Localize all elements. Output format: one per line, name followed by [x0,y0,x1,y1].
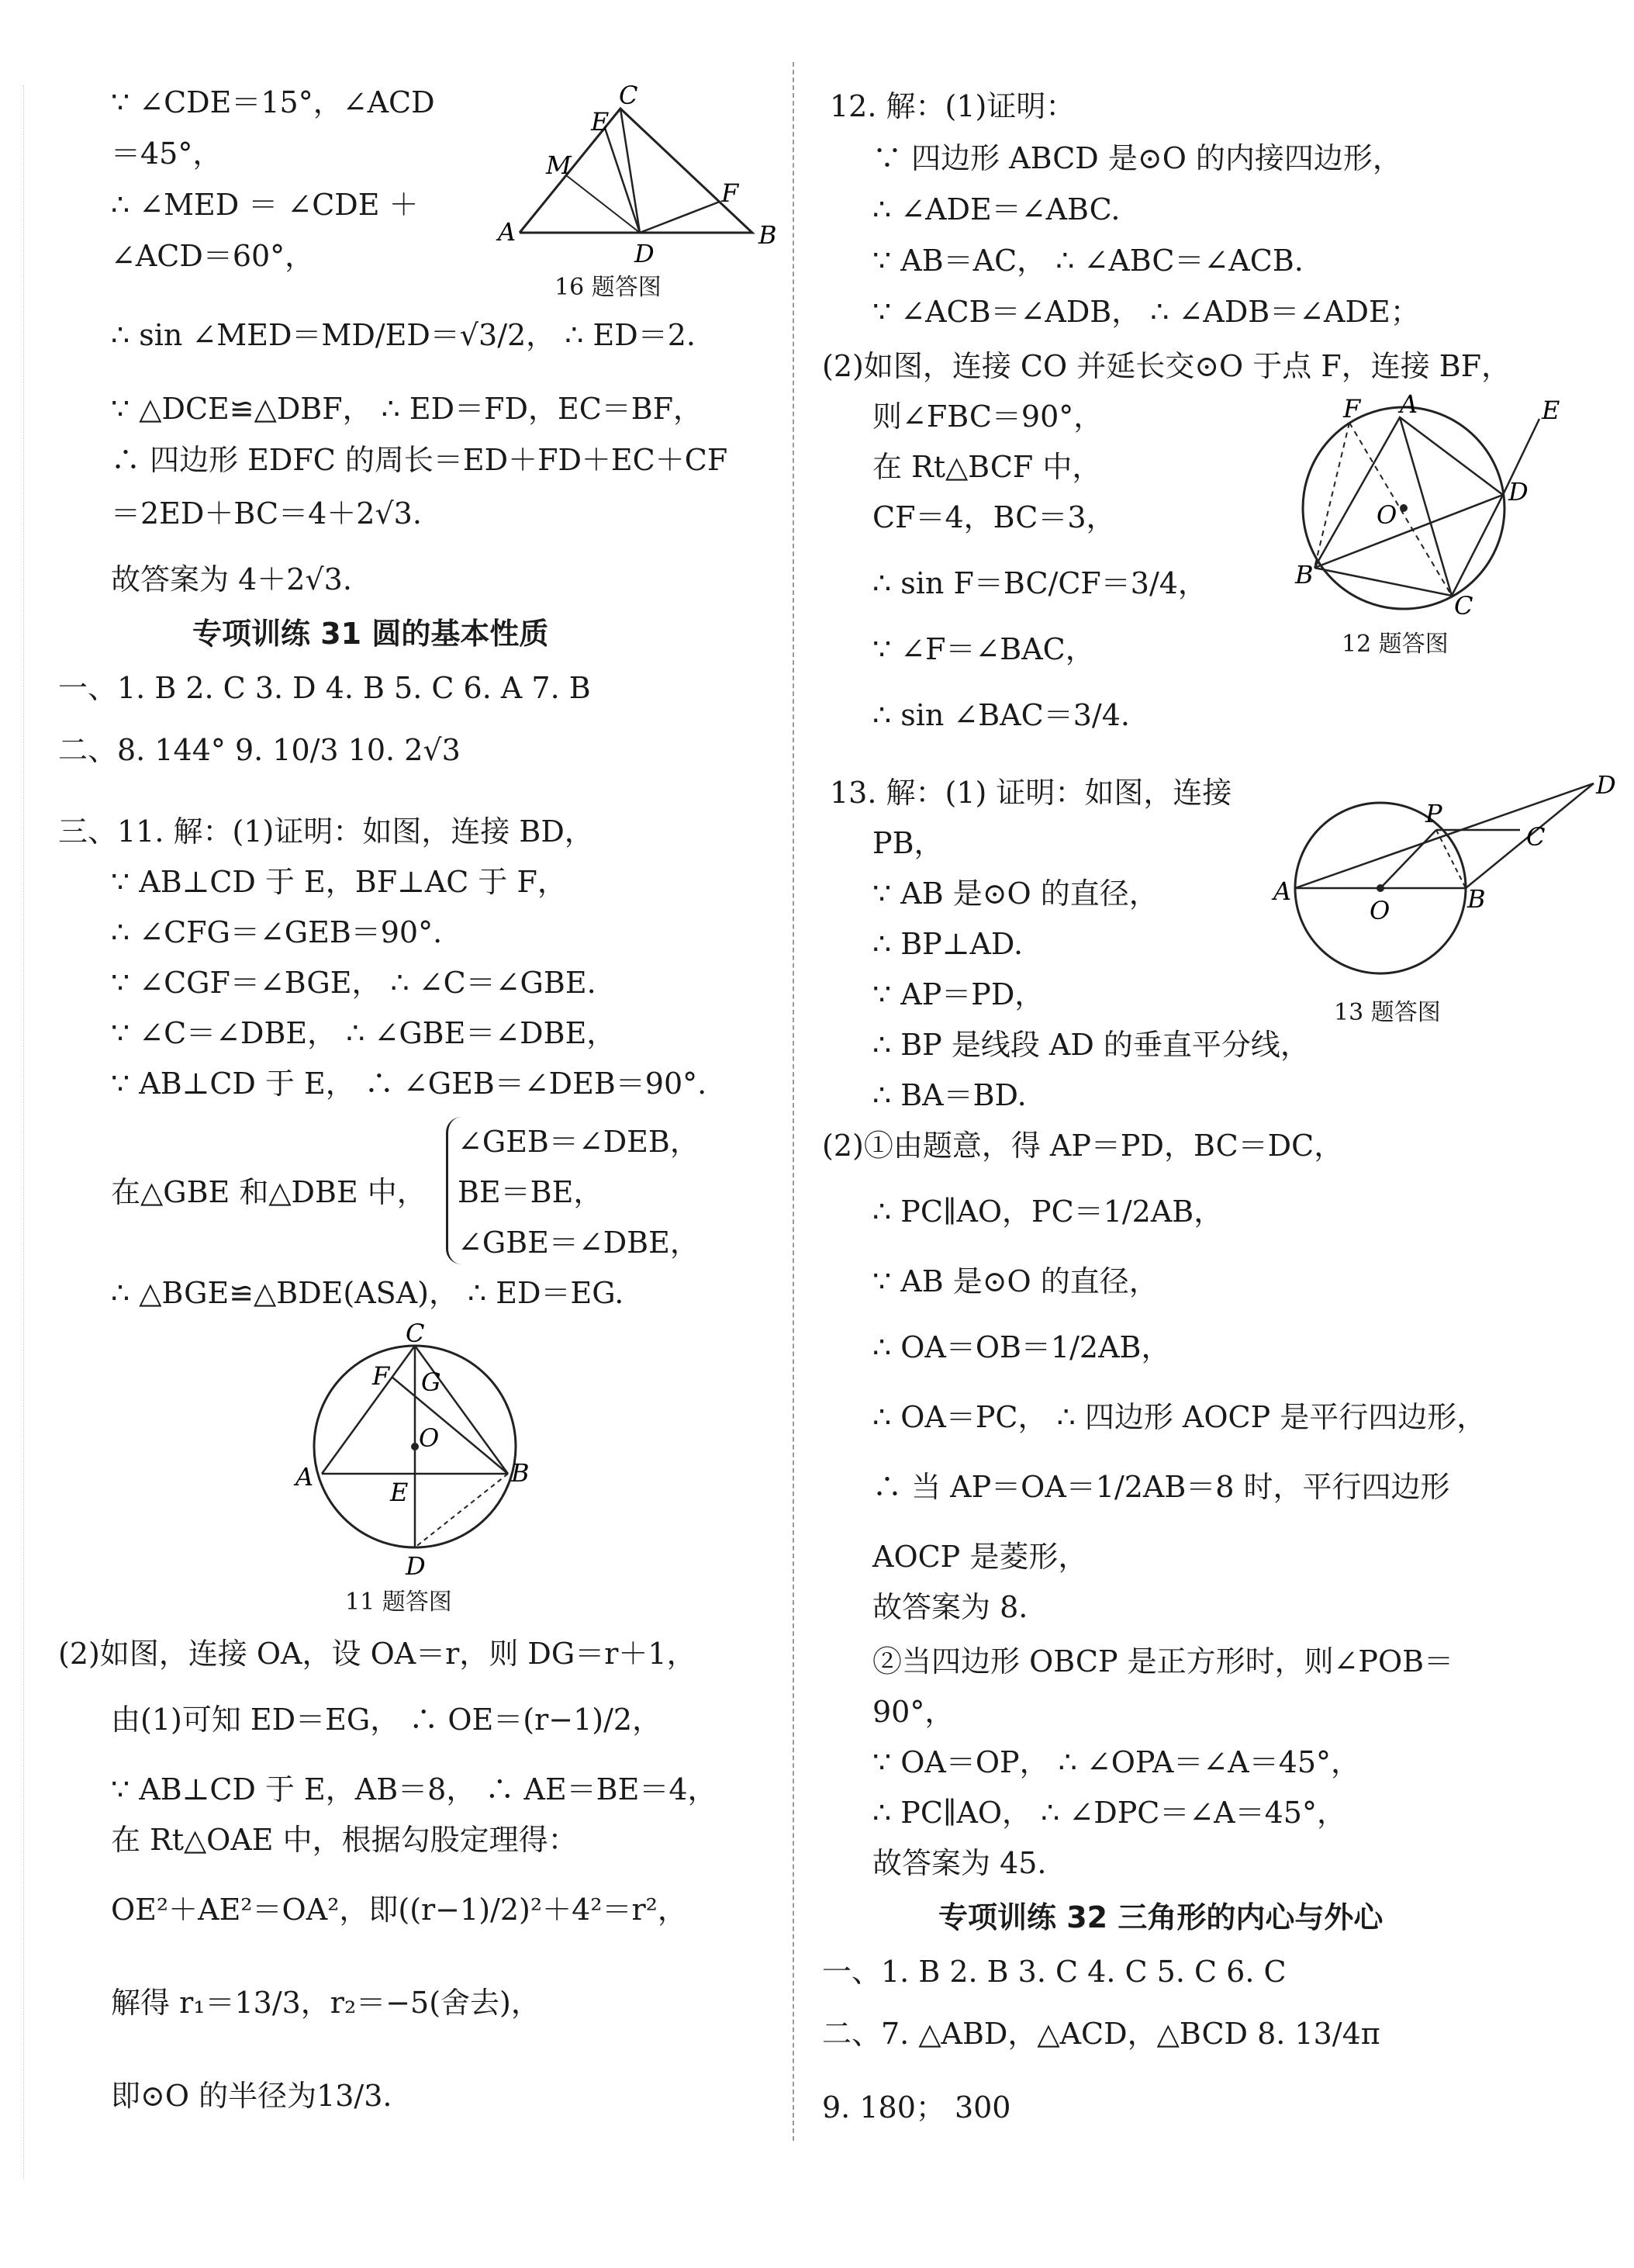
fig16-label: M [546,150,572,180]
text-line: ∵ ∠ACB＝∠ADB， ∴ ∠ADB＝∠ADE； [872,295,1420,329]
text-line: AOCP 是菱形， [872,1540,1088,1574]
fig13-label: C [1526,822,1546,852]
text-line: 三、11. 解：(1)证明：如图，连接 BD， [58,814,594,849]
section-title: 专项训练 32 三角形的内心与外心 [938,1900,1384,1934]
text-line: 故答案为 8. [872,1590,1028,1624]
text-line: ∴ PC∥AO， ∴ ∠DPC＝∠A＝45°， [872,1796,1346,1830]
figure-13 [1264,770,1616,981]
text-line: ∵ ∠C＝∠DBE， ∴ ∠GBE＝∠DBE， [111,1016,617,1050]
fig12-label: C [1454,591,1473,621]
text-line: ∠ACD＝60°， [111,239,315,273]
text-line: ∴ ∠CFG＝∠GEB＝90°. [111,915,443,949]
text-line: ∵ ∠F＝∠BAC， [872,632,1095,666]
text-line: ∴ ∠ADE＝∠ABC. [872,192,1121,226]
fig16-label: C [619,81,638,110]
fig11-label: D [406,1551,426,1581]
figure-16 [496,81,777,268]
fig16-label: D [634,239,655,268]
text-line: ∵ AP＝PD， [872,977,1045,1011]
text-line: ∵ AB⊥CD 于 E，AB＝8， ∴ AE＝BE＝4， [111,1772,717,1806]
text-line: 故答案为 45. [872,1846,1047,1880]
text-line: 13. 解：(1) 证明：如图，连接 [830,776,1232,810]
text-line: BE＝BE， [458,1175,603,1209]
text-line: 解得 r₁＝13/3，r₂＝−5(舍去)， [111,1986,541,2020]
text-line: ∵ 四边形 ABCD 是⊙O 的内接四边形， [872,141,1402,175]
fig12-label: E [1542,396,1560,425]
fig16-label: F [721,178,739,208]
margin-line [23,85,24,2180]
text-line: ∴ BA＝BD. [872,1078,1027,1112]
text-line: ∵ ∠CDE＝15°，∠ACD [111,85,435,119]
text-line: 90°， [872,1695,955,1729]
figure-caption: 12 题答图 [1342,631,1449,658]
section-title: 专项训练 31 圆的基本性质 [192,617,549,651]
text-line: ∴ ∠MED ＝ ∠CDE ＋ [111,188,419,222]
text-line: ∵ AB 是⊙O 的直径， [872,1264,1159,1298]
fig16-label: B [758,220,777,250]
text-line: CF＝4，BC＝3， [872,500,1116,534]
column-divider [793,62,794,2141]
fig11-label: C [406,1319,425,1348]
text-line: ②当四边形 OBCP 是正方形时，则∠POB＝ [872,1644,1454,1679]
text-line: ∵ AB 是⊙O 的直径， [872,876,1159,911]
text-line: (2)①由题意，得 AP＝PD，BC＝DC， [822,1129,1344,1163]
answer-line: 二、8. 144° 9. 10/3 10. 2√3 [58,733,461,767]
text-line: ∴ OA＝PC， ∴ 四边形 AOCP 是平行四边形， [872,1400,1487,1434]
text-line: ＝2ED＋BC＝4＋2√3. [111,496,422,531]
answer-line: 9. 180； 300 [822,2090,1011,2125]
text-line: ∵ ∠CGF＝∠BGE， ∴ ∠C＝∠GBE. [111,966,596,1000]
fig11-label: G [421,1367,441,1397]
fig13-label: D [1596,770,1616,800]
text-line: ∴ sin ∠MED＝MD/ED＝√3/2， ∴ ED＝2. [111,318,696,352]
figure-11 [291,1319,539,1581]
text-line: ∵ AB⊥CD 于 E，BF⊥AC 于 F， [111,865,567,899]
text-line: ∵ △DCE≌△DBF， ∴ ED＝FD，EC＝BF， [111,392,703,426]
text-line: ∴ 四边形 EDFC 的周长＝ED＋FD＋EC＋CF [111,443,728,477]
text-line: (2)如图，连接 CO 并延长交⊙O 于点 F，连接 BF， [822,349,1511,383]
figure-caption: 11 题答图 [345,1589,452,1616]
fig13-label: B [1467,884,1486,914]
text-line: ∴ △BGE≌△BDE(ASA)， ∴ ED＝EG. [111,1276,624,1310]
answer-line: 一、1. B 2. B 3. C 4. C 5. C 6. C [822,1955,1287,1989]
fig13-label: P [1425,799,1442,828]
fig16-label: A [498,217,516,247]
text-line: 由(1)可知 ED＝EG， ∴ OE＝(r−1)/2， [111,1703,662,1737]
text-line: 12. 解：(1)证明： [830,89,1076,123]
figure-caption: 13 题答图 [1334,999,1441,1026]
text-line: 即⊙O 的半径为13/3. [111,2079,392,2113]
answer-line: 二、7. △ABD，△ACD，△BCD 8. 13/4π [822,2017,1380,2051]
text-line: (2)如图，连接 OA，设 OA＝r，则 DG＝r＋1， [58,1637,696,1671]
text-line: ∴ sin F＝BC/CF＝3/4， [872,566,1207,600]
fig11-label: B [511,1458,530,1488]
fig13-label: A [1273,876,1292,906]
fig12-label: A [1400,389,1418,419]
text-line: 在 Rt△OAE 中，根据勾股定理得： [111,1823,578,1857]
text-line: ∵ AB⊥CD 于 E， ∴ ∠GEB＝∠DEB＝90°. [111,1067,707,1101]
text-line: 在△GBE 和△DBE 中， [111,1175,427,1209]
text-line: 故答案为 4＋2√3. [111,562,352,596]
text-line: ＝45°， [111,137,223,171]
text-line: ∴ BP⊥AD. [872,927,1024,961]
fig11-label: A [295,1462,314,1492]
text-line: OE²＋AE²＝OA²，即((r−1)/2)²＋4²＝r²， [111,1893,687,1927]
answer-line: 一、1. B 2. C 3. D 4. B 5. C 6. A 7. B [58,671,591,705]
text-line: ∴ 当 AP＝OA＝1/2AB＝8 时，平行四边形 [872,1470,1450,1504]
fig13-label: O [1370,896,1390,925]
fig12-label: B [1295,560,1314,589]
text-line: ∴ PC∥AO，PC＝1/2AB， [872,1195,1224,1229]
text-line: 则∠FBC＝90°， [872,399,1104,434]
text-line: ∵ OA＝OP， ∴ ∠OPA＝∠A＝45°， [872,1745,1361,1779]
fig12-label: D [1508,477,1529,506]
fig11-label: E [390,1478,409,1507]
text-line: ∴ BP 是线段 AD 的垂直平分线， [872,1028,1310,1062]
text-line: ∠GEB＝∠DEB， [458,1125,700,1159]
text-line: 在 Rt△BCF 中， [872,450,1102,484]
fig11-label: F [372,1361,390,1391]
figure-caption: 16 题答图 [554,274,662,301]
text-line: ∠GBE＝∠DBE， [458,1226,700,1260]
figure-12 [1272,389,1605,621]
fig12-label: O [1377,500,1397,530]
fig11-label: O [419,1423,440,1453]
text-line: ∴ sin ∠BAC＝3/4. [872,698,1130,732]
fig12-label: F [1343,394,1361,424]
text-line: PB， [872,826,944,860]
text-line: ∵ AB＝AC， ∴ ∠ABC＝∠ACB. [872,244,1304,278]
text-line: ∴ OA＝OB＝1/2AB， [872,1330,1171,1364]
fig16-label: E [591,107,610,137]
